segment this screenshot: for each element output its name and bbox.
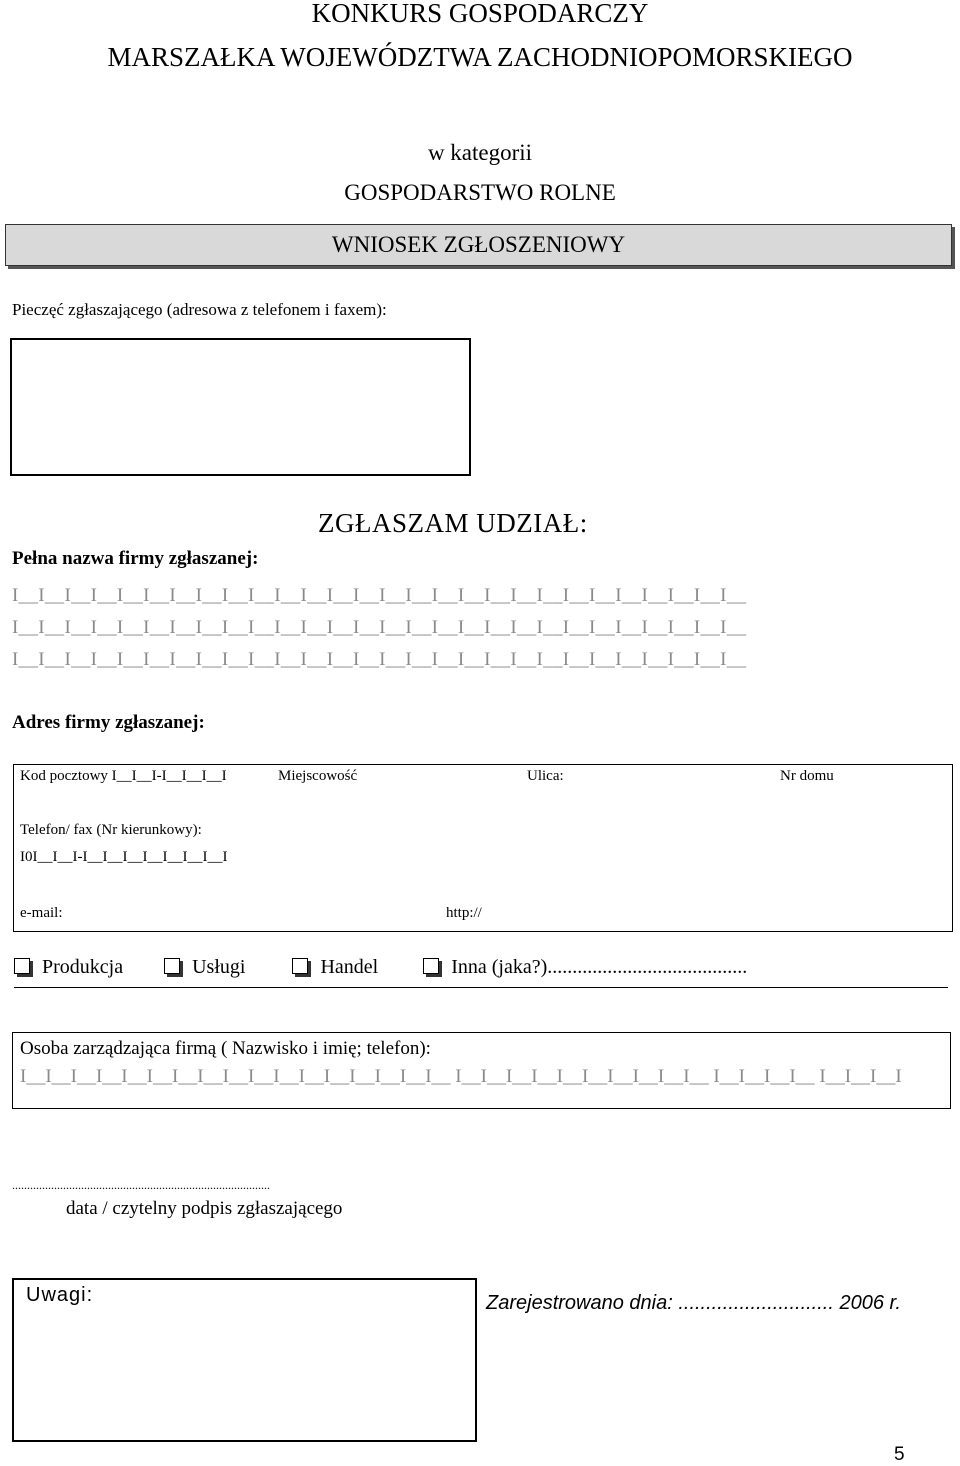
website-field[interactable]: http:// <box>446 905 482 921</box>
checkbox-icon[interactable] <box>14 958 30 974</box>
manager-grid[interactable]: I__I__I__I__I__I__I__I__I__I__I__I__I__I__I__I__I__ I__I__I__I__I__I__I__I__I__I__ I__I__I__I__ I__I__I__I <box>20 1066 902 1087</box>
street-field[interactable]: Ulica: <box>527 768 564 784</box>
category-trade-label: Handel <box>320 956 379 978</box>
address-label: Adres firmy zgłaszanej: <box>12 712 205 733</box>
category-other[interactable] <box>423 956 747 979</box>
name-grid-row-2[interactable]: I__I__I__I__I__I__I__I__I__I__I__I__I__I__I__I__I__I__I__I__I__I__I__I__I__I__I__I__ <box>12 617 747 638</box>
business-category-row <box>14 956 747 979</box>
category-services-label: Usługi <box>192 956 246 978</box>
category-other-dots[interactable]: ........................................ <box>547 956 748 978</box>
category-production[interactable] <box>14 956 123 979</box>
registration-date: Zarejestrowano dnia: ............................ 2006 r. <box>486 1292 901 1314</box>
signature-label: data / czytelny podpis zgłaszającego <box>66 1198 343 1219</box>
address-box <box>13 764 953 932</box>
phone-field[interactable]: I0I__I__I-I__I__I__I__I__I__I__I <box>20 849 228 865</box>
checkbox-icon[interactable] <box>164 958 180 974</box>
signature-line[interactable]: ...................................................................................... <box>12 1178 270 1192</box>
city-field[interactable]: Miejscowość <box>278 768 358 784</box>
stamp-box[interactable] <box>10 338 471 476</box>
notes-label: Uwagi: <box>26 1284 94 1306</box>
page-number: 5 <box>894 1444 905 1465</box>
divider-line <box>14 987 948 988</box>
stamp-label: Pieczęć zgłaszającego (adresowa z telefonem i faxem): <box>12 300 387 319</box>
postal-code-field[interactable]: Kod pocztowy I__I__I-I__I__I__I <box>20 768 227 784</box>
name-grid-row-3[interactable]: I__I__I__I__I__I__I__I__I__I__I__I__I__I__I__I__I__I__I__I__I__I__I__I__I__I__I__I__ <box>12 649 747 670</box>
house-number-field[interactable]: Nr domu <box>780 768 834 784</box>
category-other-label: Inna (jaka?) <box>451 956 548 978</box>
manager-label: Osoba zarządzająca firmą ( Nazwisko i imię; telefon): <box>20 1038 431 1059</box>
full-name-label: Pełna nazwa firmy zgłaszanej: <box>12 548 259 569</box>
name-grid-row-1[interactable]: I__I__I__I__I__I__I__I__I__I__I__I__I__I__I__I__I__I__I__I__I__I__I__I__I__I__I__I__ <box>12 585 747 606</box>
category-intro: w kategorii <box>427 140 533 165</box>
participation-heading: ZGŁASZAM UDZIAŁ: <box>318 508 588 538</box>
category-services[interactable] <box>164 956 245 979</box>
phone-label: Telefon/ fax (Nr kierunkowy): <box>20 822 202 838</box>
category-production-label: Produkcja <box>42 956 124 978</box>
form-title: WNIOSEK ZGŁOSZENIOWY <box>331 232 626 257</box>
document-title-line2: MARSZAŁKA WOJEWÓDZTWA ZACHODNIOPOMORSKIEGO <box>107 42 853 72</box>
form-title-banner <box>5 224 952 266</box>
category-name: GOSPODARSTWO ROLNE <box>344 180 616 205</box>
category-trade[interactable] <box>292 956 378 979</box>
checkbox-icon[interactable] <box>423 958 439 974</box>
document-title-line1: KONKURS GOSPODARCZY <box>311 0 649 28</box>
email-field[interactable]: e-mail: <box>20 905 63 921</box>
checkbox-icon[interactable] <box>292 958 308 974</box>
